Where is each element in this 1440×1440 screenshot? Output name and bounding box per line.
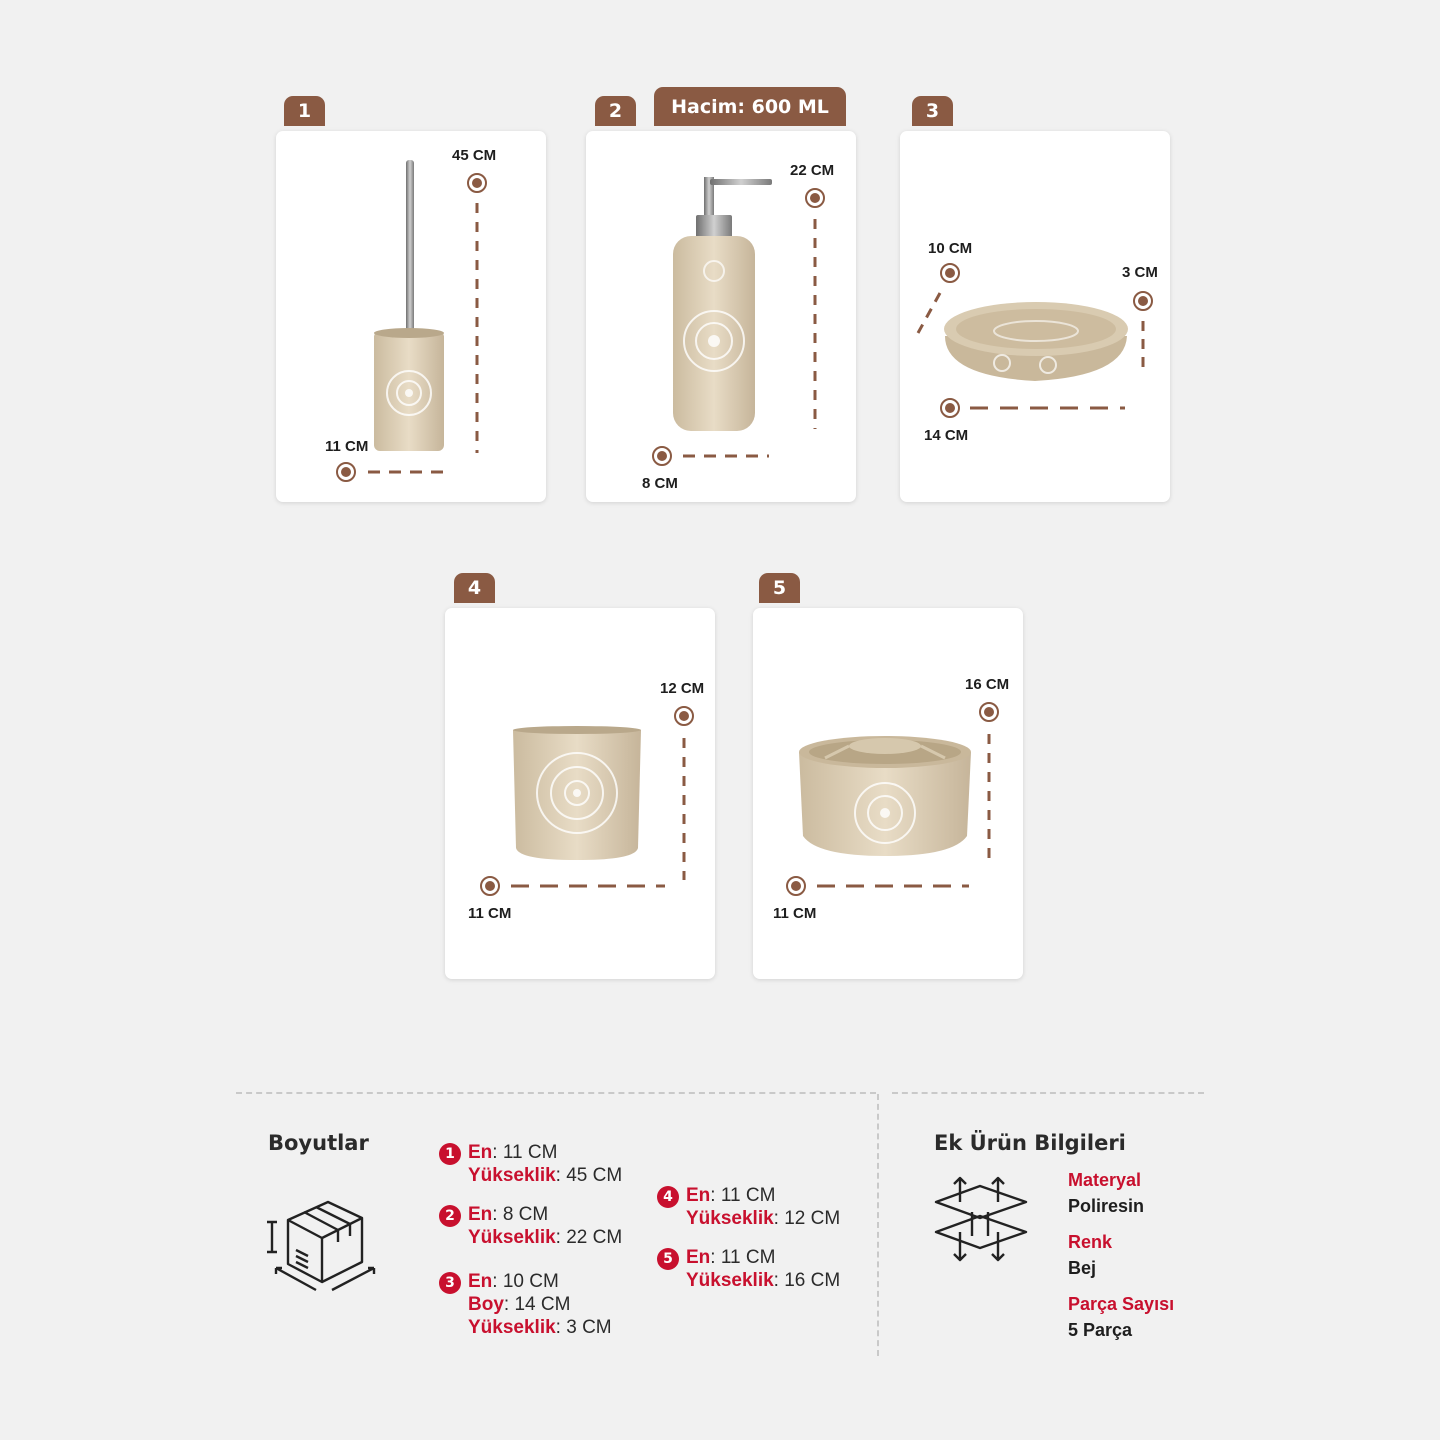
info-title: Ek Ürün Bilgileri — [934, 1131, 1126, 1155]
dim-key: En — [468, 1204, 493, 1225]
dim-key: En — [468, 1142, 493, 1163]
product-card-5 — [753, 608, 1023, 979]
dim-value: : 16 CM — [773, 1270, 841, 1291]
dim-item-number-4: 4 — [657, 1186, 679, 1208]
dim-value: : 12 CM — [773, 1208, 841, 1229]
soap-dispenser-image — [673, 177, 772, 431]
section-divider-vertical — [877, 1094, 879, 1356]
material-layers-icon — [932, 1174, 1032, 1270]
toothbrush-holder-image — [799, 736, 971, 856]
dim-value: : 11 CM — [710, 1247, 776, 1268]
product-card-4 — [445, 608, 715, 979]
height-label: 16 CM — [965, 676, 1010, 693]
pieces-label: Parça Sayısı — [1068, 1294, 1175, 1314]
product-card-1 — [276, 131, 546, 502]
width-label: 14 CM — [924, 427, 969, 444]
dim-item-1 — [468, 1141, 622, 1187]
pieces-value: 5 Parça — [1068, 1320, 1133, 1340]
dim-item-number-3: 3 — [439, 1272, 461, 1294]
dim-key: Yükseklik — [686, 1208, 774, 1229]
dim-value: : 45 CM — [555, 1165, 623, 1186]
product-tab-3: 3 — [912, 96, 953, 126]
dim-item-number-1: 1 — [439, 1143, 461, 1165]
height-label: 12 CM — [660, 680, 705, 697]
color-value: Bej — [1068, 1258, 1097, 1278]
dim-value: : 10 CM — [492, 1271, 559, 1292]
dim-item-number-5: 5 — [657, 1248, 679, 1270]
height-label: 45 CM — [452, 147, 497, 164]
dim-value: : 14 CM — [503, 1294, 571, 1315]
material-label: Materyal — [1068, 1170, 1142, 1190]
dim-item-4 — [686, 1184, 840, 1230]
color-label: Renk — [1068, 1232, 1113, 1252]
dim-key: Yükseklik — [468, 1227, 556, 1248]
dim-value: : 11 CM — [710, 1185, 776, 1206]
dim-value: : 11 CM — [492, 1142, 558, 1163]
width-label: 8 CM — [642, 475, 678, 492]
dim-key: En — [686, 1185, 711, 1206]
volume-badge: Hacim: 600 ML — [654, 87, 846, 126]
product-tab-5: 5 — [759, 573, 800, 603]
section-divider-top-right — [892, 1092, 1204, 1094]
dim-key: Yükseklik — [686, 1270, 774, 1291]
dim-item-3 — [468, 1270, 612, 1339]
dim-key: Yükseklik — [468, 1165, 556, 1186]
dim-key: Boy — [468, 1294, 504, 1315]
dim-value: : 3 CM — [555, 1317, 612, 1338]
width-label: 11 CM — [325, 438, 369, 455]
height-label: 3 CM — [1122, 264, 1158, 281]
toilet-brush-image — [374, 160, 444, 451]
dim-value: : 8 CM — [492, 1204, 549, 1225]
product-tab-1: 1 — [284, 96, 325, 126]
dim-value: : 22 CM — [555, 1227, 623, 1248]
material-value: Poliresin — [1068, 1196, 1145, 1216]
product-tab-4: 4 — [454, 573, 495, 603]
dimensions-title: Boyutlar — [268, 1131, 369, 1155]
width-label: 11 CM — [468, 905, 512, 922]
dim-key: Yükseklik — [468, 1317, 556, 1338]
dim-key: En — [686, 1247, 711, 1268]
product-tab-2: 2 — [595, 96, 636, 126]
section-divider-top-left — [236, 1092, 876, 1094]
dim-item-5 — [686, 1246, 840, 1292]
box-dimensions-icon — [264, 1196, 384, 1296]
height-label: 22 CM — [790, 162, 835, 179]
product-card-2 — [586, 131, 856, 502]
diameter-dashed-line — [918, 293, 940, 333]
dim-key: En — [468, 1271, 493, 1292]
tumbler-image — [513, 726, 641, 860]
dim-item-number-2: 2 — [439, 1205, 461, 1227]
dim-item-2 — [468, 1203, 622, 1249]
diameter-label: 10 CM — [928, 240, 973, 257]
soap-dish-image — [944, 302, 1128, 381]
product-card-3 — [900, 131, 1170, 502]
width-label: 11 CM — [773, 905, 817, 922]
